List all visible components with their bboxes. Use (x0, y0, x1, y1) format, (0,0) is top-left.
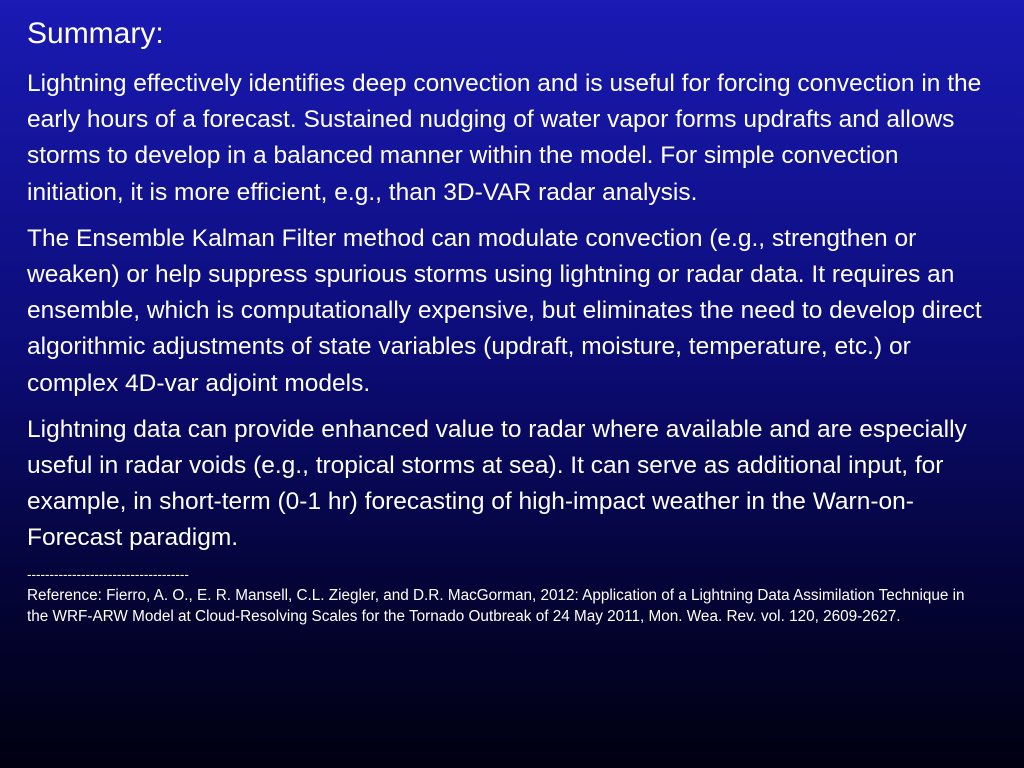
slide-title: Summary: (27, 17, 164, 50)
reference-divider: ------------------------------------ (27, 566, 189, 582)
reference-citation: Reference: Fierro, A. O., E. R. Mansell, C.L. Ziegler, and D.R. MacGorman, 2012: Application of a Lightning Data Assimilation Technique in the WRF-ARW Model at Cloud-Resolving Scales for the Tornado Outbreak of 24 May 2011, Mon. Wea. Rev. vol. 120, 2609-2627. (27, 586, 965, 625)
paragraph-ensemble-kalman-filter: The Ensemble Kalman Filter method can modulate convection (e.g., strengthen or weaken) or help suppress spurious storms using lightning or radar data. It requires an ensemble, which is computationally expensive, but eliminates the need to develop direct algorithmic adjustments of state variables (updraft, moisture, temperature, etc.) or complex 4D-var adjoint models. (27, 224, 982, 397)
paragraph-lightning-nudging: Lightning effectively identifies deep convection and is useful for forcing convection in the early hours of a forecast. Sustained nudging of water vapor forms updrafts and allows storms to develop in a balanced manner within the model. For simple convection initiation, it is more efficient, e.g., than 3D-VAR radar analysis. (27, 70, 982, 206)
slide-content (27, 66, 987, 627)
paragraph-lightning-radar-value: Lightning data can provide enhanced value to radar where available and are especially useful in radar voids (e.g., tropical storms at sea). It can serve as additional input, for example, in short-term (0-1 hr) forecasting of high-impact weather in the Warn-on-Forecast paradigm. (27, 415, 967, 552)
